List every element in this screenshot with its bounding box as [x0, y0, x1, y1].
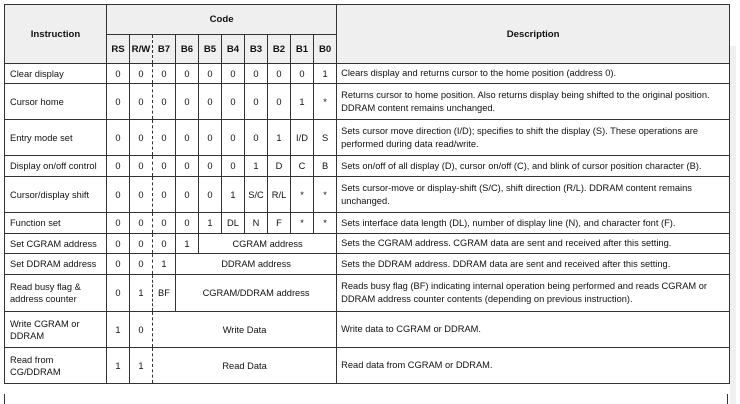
table-row: [5, 275, 730, 312]
description-cell: Sets cursor-move or display-shift (S/C), shift direction (R/L). DDRAM content remains unchanged.: [337, 177, 730, 213]
code-cell: S/C: [245, 177, 268, 213]
description-cell: Sets the CGRAM address. CGRAM data are sent and received after this setting.: [337, 234, 730, 254]
table-row: [5, 213, 730, 234]
code-cell: 0: [176, 64, 199, 84]
instruction-name: Read from CG/DDRAM: [5, 348, 107, 384]
description-cell: Write data to CGRAM or DDRAM.: [337, 312, 730, 348]
code-cell: 0: [153, 64, 176, 84]
bit-header-b6: B6: [176, 35, 199, 64]
bit-header-b0: B0: [314, 35, 337, 64]
description-cell: Sets the DDRAM address. DDRAM data are sent and received after this setting.: [337, 254, 730, 275]
code-cell: 0: [107, 84, 130, 120]
page-shadow: [730, 46, 736, 404]
code-cell: 0: [107, 156, 130, 177]
bit-header-b7: B7: [153, 35, 176, 64]
table-row: [5, 254, 730, 275]
instruction-name: Set DDRAM address: [5, 254, 107, 275]
code-cell: 0: [222, 156, 245, 177]
code-cell: 0: [291, 64, 314, 84]
code-cell: 0: [222, 84, 245, 120]
code-cell: 1: [268, 120, 291, 156]
code-span-cell: Write Data: [153, 312, 337, 348]
code-cell: B: [314, 156, 337, 177]
instruction-name: Clear display: [5, 64, 107, 84]
instruction-name: Entry mode set: [5, 120, 107, 156]
instruction-header: Instruction: [5, 5, 107, 64]
code-cell: 0: [130, 213, 153, 234]
description-cell: Sets interface data length (DL), number of display line (N), and character font (F).: [337, 213, 730, 234]
code-cell: D: [268, 156, 291, 177]
code-cell: 1: [245, 156, 268, 177]
code-cell: *: [314, 177, 337, 213]
code-cell: 0: [222, 64, 245, 84]
code-cell: 1: [176, 234, 199, 254]
code-cell: *: [314, 84, 337, 120]
code-cell: R/L: [268, 177, 291, 213]
code-cell: 0: [130, 120, 153, 156]
code-cell: 0: [107, 275, 130, 312]
instruction-name: Read busy flag & address counter: [5, 275, 107, 312]
bit-header-b3: B3: [245, 35, 268, 64]
description-cell: Returns cursor to home position. Also returns display being shifted to the original position. DDRAM content remains unchanged.: [337, 84, 730, 120]
description-cell: Read data from CGRAM or DDRAM.: [337, 348, 730, 384]
instruction-name: Write CGRAM or DDRAM: [5, 312, 107, 348]
code-cell: 1: [107, 348, 130, 384]
table-row: [5, 234, 730, 254]
table-row: [5, 177, 730, 213]
code-cell: 0: [222, 120, 245, 156]
code-cell: 0: [130, 84, 153, 120]
code-span-cell: DDRAM address: [176, 254, 337, 275]
code-cell: 0: [107, 254, 130, 275]
bit-header-rw: R/W: [130, 35, 153, 64]
code-cell: F: [268, 213, 291, 234]
code-cell: 1: [130, 348, 153, 384]
code-cell: 0: [245, 64, 268, 84]
code-cell: I/D: [291, 120, 314, 156]
code-cell: 0: [107, 213, 130, 234]
code-cell: 0: [153, 84, 176, 120]
code-cell: 1: [199, 213, 222, 234]
table-row: [5, 120, 730, 156]
bit-header-b4: B4: [222, 35, 245, 64]
code-cell: 0: [153, 234, 176, 254]
description-cell: Sets on/off of all display (D), cursor on/off (C), and blink of cursor position character (B).: [337, 156, 730, 177]
code-cell: 0: [153, 120, 176, 156]
table-continuation: [4, 394, 728, 404]
instruction-name: Set CGRAM address: [5, 234, 107, 254]
description-cell: Clears display and returns cursor to the home position (address 0).: [337, 64, 730, 84]
code-cell: 0: [130, 64, 153, 84]
table-row: [5, 64, 730, 84]
code-cell: 0: [107, 234, 130, 254]
code-cell: 0: [153, 156, 176, 177]
code-cell: 0: [153, 213, 176, 234]
code-cell: 0: [107, 177, 130, 213]
code-cell: *: [291, 177, 314, 213]
bit-header-b2: B2: [268, 35, 291, 64]
code-cell: N: [245, 213, 268, 234]
description-header: Description: [337, 5, 730, 64]
code-cell: BF: [153, 275, 176, 312]
instruction-name: Function set: [5, 213, 107, 234]
code-cell: 1: [130, 275, 153, 312]
table-row: [5, 348, 730, 384]
code-cell: DL: [222, 213, 245, 234]
description-cell: Reads busy flag (BF) indicating internal operation being performed and reads CGRAM or DDRAM address counter contents (depending on previous instruction).: [337, 275, 730, 312]
bit-header-rs: RS: [107, 35, 130, 64]
code-cell: 0: [107, 120, 130, 156]
code-cell: 1: [291, 84, 314, 120]
code-cell: 0: [268, 84, 291, 120]
code-cell: 0: [245, 120, 268, 156]
code-cell: S: [314, 120, 337, 156]
code-cell: 0: [176, 156, 199, 177]
code-cell: 0: [176, 213, 199, 234]
instruction-name: Display on/off control: [5, 156, 107, 177]
code-span-cell: Read Data: [153, 348, 337, 384]
code-cell: 0: [199, 64, 222, 84]
table-row: [5, 84, 730, 120]
code-cell: 0: [245, 84, 268, 120]
code-cell: 1: [153, 254, 176, 275]
code-cell: 0: [199, 120, 222, 156]
code-cell: 0: [130, 156, 153, 177]
bit-header-b5: B5: [199, 35, 222, 64]
code-cell: 0: [176, 84, 199, 120]
code-cell: *: [314, 213, 337, 234]
instruction-name: Cursor/display shift: [5, 177, 107, 213]
code-cell: 1: [107, 312, 130, 348]
code-cell: 0: [199, 156, 222, 177]
code-cell: 1: [222, 177, 245, 213]
instruction-name: Cursor home: [5, 84, 107, 120]
instruction-table: [4, 4, 730, 384]
code-span-cell: CGRAM address: [199, 234, 337, 254]
code-cell: 0: [199, 177, 222, 213]
table-row: [5, 312, 730, 348]
code-span-cell: CGRAM/DDRAM address: [176, 275, 337, 312]
code-cell: 0: [130, 312, 153, 348]
bit-header-b1: B1: [291, 35, 314, 64]
code-cell: 0: [153, 177, 176, 213]
code-cell: 0: [107, 64, 130, 84]
table-row: [5, 156, 730, 177]
code-cell: 0: [268, 64, 291, 84]
code-cell: 0: [176, 177, 199, 213]
code-cell: 0: [130, 177, 153, 213]
description-cell: Sets cursor move direction (I/D); specifies to shift the display (S). These operations are performed during data read/write.: [337, 120, 730, 156]
code-cell: 0: [176, 120, 199, 156]
code-cell: 1: [314, 64, 337, 84]
code-header: Code: [107, 5, 337, 35]
code-cell: *: [291, 213, 314, 234]
code-cell: 0: [199, 84, 222, 120]
code-cell: C: [291, 156, 314, 177]
code-cell: 0: [130, 254, 153, 275]
code-cell: 0: [130, 234, 153, 254]
